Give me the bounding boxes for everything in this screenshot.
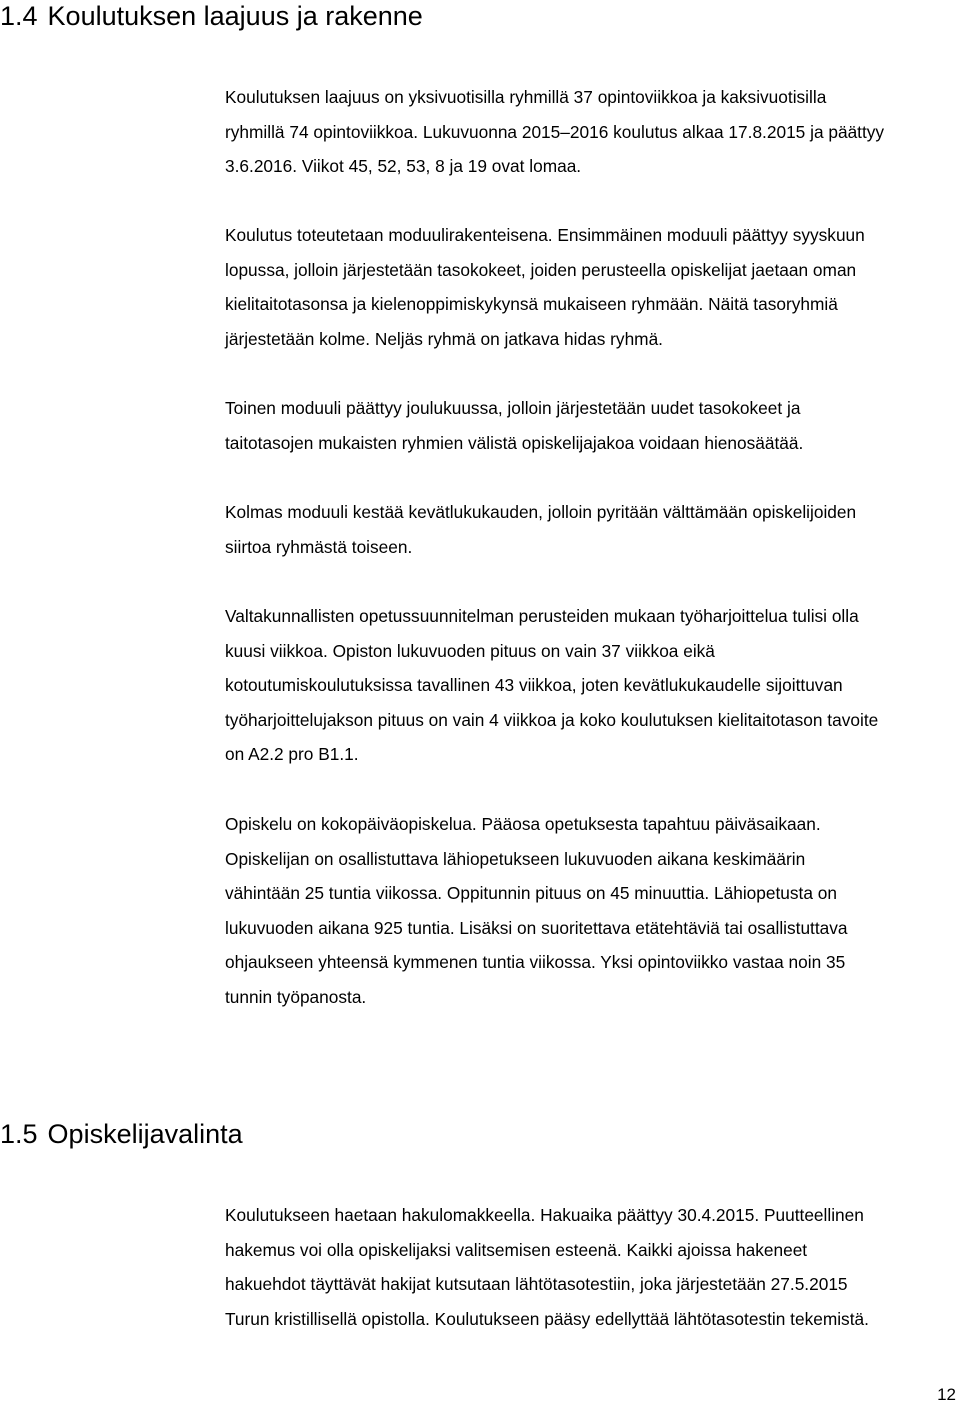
section-number: 1.4	[0, 1, 38, 31]
text-line: hakemus voi olla opiskelijaksi valitsemisen esteenä. Kaikki ajoissa hakeneet	[225, 1239, 808, 1260]
section-heading-1-5	[0, 1118, 243, 1150]
text-line: siirtoa ryhmästä toiseen.	[225, 536, 413, 557]
text-line: hakuehdot täyttävät hakijat kutsutaan lähtötasotestiin, joka järjestetään 27.5.2015	[225, 1274, 848, 1295]
paragraph-full-time-study	[225, 807, 937, 1015]
text-line: 3.6.2016. Viikot 45, 52, 53, 8 ja 19 ovat lomaa.	[225, 156, 582, 177]
text-line: kotoutumiskoulutuksissa tavallinen 43 viikkoa, joten kevätlukukaudelle sijoittuvan	[225, 675, 843, 696]
section-heading-1-4	[0, 0, 423, 32]
text-line: tunnin työpanosta.	[225, 986, 367, 1007]
text-line: Koulutus toteutetaan moduulirakenteisena. Ensimmäinen moduuli päättyy syyskuun	[225, 225, 865, 245]
text-line: Turun kristillisellä opistolla. Koulutukseen pääsy edellyttää lähtötasotestin tekemistä.	[225, 1308, 869, 1329]
text-line: vähintään 25 tuntia viikossa. Oppitunnin pituus on 45 minuuttia. Lähiopetusta on	[225, 883, 837, 904]
section-title: Opiskelijavalinta	[47, 1119, 243, 1149]
paragraph-work-practice	[225, 599, 937, 772]
text-line: Toinen moduuli päättyy joulukuussa, jolloin järjestetään uudet tasokokeet ja	[225, 398, 801, 418]
paragraph-third-module	[225, 495, 937, 564]
paragraph-application	[225, 1198, 937, 1336]
paragraph-second-module	[225, 391, 937, 460]
section-title: Koulutuksen laajuus ja rakenne	[47, 1, 423, 31]
text-line: lopussa, jolloin järjestetään tasokokeet, joiden perusteella opiskelijat jaetaan oman	[225, 259, 857, 280]
text-line: Opiskelu on kokopäiväopiskelua. Pääosa opetuksesta tapahtuu päiväsaikaan.	[225, 814, 821, 834]
text-line: kuusi viikkoa. Opiston lukuvuoden pituus on vain 37 viikkoa eikä	[225, 640, 715, 661]
text-line: taitotasojen mukaisten ryhmien välistä opiskelijajakoa voidaan hienosäätää.	[225, 432, 804, 453]
text-line: ryhmillä 74 opintoviikkoa. Lukuvuonna 2015–2016 koulutus alkaa 17.8.2015 ja päättyy	[225, 121, 885, 142]
text-line: ohjaukseen yhteensä kymmenen tuntia viikossa. Yksi opintoviikko vastaa noin 35	[225, 952, 846, 973]
text-line: lukuvuoden aikana 925 tuntia. Lisäksi on suoritettava etätehtäviä tai osallistuttava	[225, 917, 848, 938]
text-line: Valtakunnallisten opetussuunnitelman perusteiden mukaan työharjoittelua tulisi olla	[225, 606, 859, 626]
text-line: Koulutuksen laajuus on yksivuotisilla ryhmillä 37 opintoviikkoa ja kaksivuotisilla	[225, 87, 827, 107]
text-line: työharjoittelujakson pituus on vain 4 viikkoa ja koko koulutuksen kielitaitotason tavoite	[225, 709, 879, 730]
paragraph-module-structure	[225, 218, 937, 356]
page-number: 12	[937, 1385, 956, 1404]
paragraph-scope	[225, 80, 937, 184]
text-line: on A2.2 pro B1.1.	[225, 744, 359, 765]
text-line: Kolmas moduuli kestää kevätlukukauden, jolloin pyritään välttämään opiskelijoiden	[225, 502, 857, 522]
text-line: järjestetään kolme. Neljäs ryhmä on jatkava hidas ryhmä.	[225, 328, 663, 349]
text-line: Koulutukseen haetaan hakulomakkeella. Hakuaika päättyy 30.4.2015. Puutteellinen	[225, 1205, 864, 1225]
section-number: 1.5	[0, 1119, 38, 1149]
text-line: kielitaitotasonsa ja kielenoppimiskykynsä mukaiseen ryhmään. Näitä tasoryhmiä	[225, 294, 838, 315]
text-line: Opiskelijan on osallistuttava lähiopetukseen lukuvuoden aikana keskimäärin	[225, 848, 806, 869]
